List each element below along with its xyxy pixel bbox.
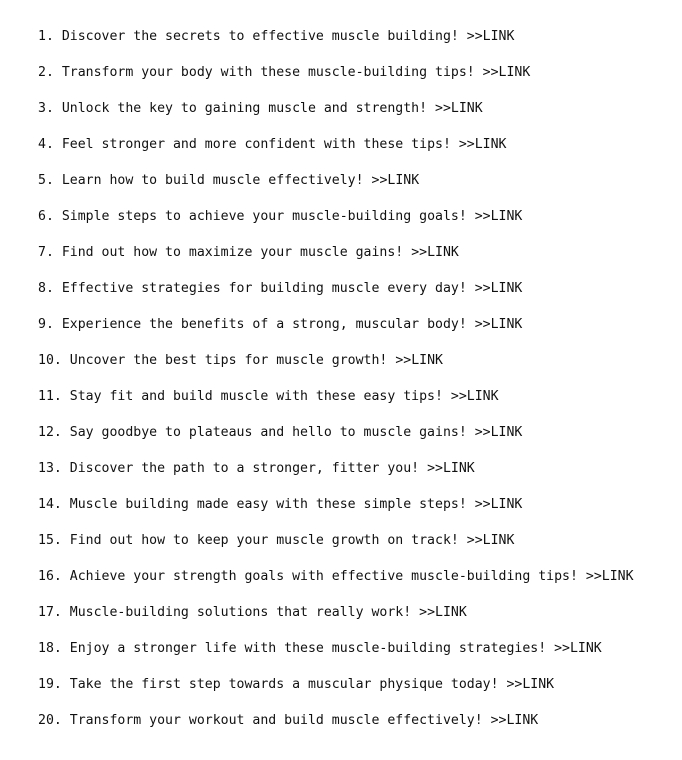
item-number: 17. <box>38 605 62 620</box>
list-item <box>38 244 634 280</box>
item-link[interactable]: >>LINK <box>411 245 459 260</box>
item-link[interactable]: >>LINK <box>419 605 467 620</box>
item-number: 2. <box>38 65 54 80</box>
item-text: Enjoy a stronger life with these muscle-building strategies! <box>69 641 547 656</box>
list-item <box>38 712 634 748</box>
list-item <box>38 676 634 712</box>
item-link[interactable]: >>LINK <box>474 281 523 296</box>
item-text: Transform your body with these muscle-building tips! <box>61 65 475 80</box>
item-text: Muscle building made easy with these simple steps! <box>69 497 467 512</box>
item-link[interactable]: >>LINK <box>435 101 483 116</box>
item-text: Experience the benefits of a strong, muscular body! <box>61 317 467 332</box>
list-item <box>38 280 634 316</box>
item-link[interactable]: >>LINK <box>506 677 555 692</box>
item-text: Learn how to build muscle effectively! <box>61 173 364 188</box>
item-link[interactable]: >>LINK <box>427 461 475 476</box>
list-item <box>38 352 634 388</box>
item-number: 11. <box>38 389 62 404</box>
item-text: Unlock the key to gaining muscle and strength! <box>61 101 428 116</box>
item-text: Achieve your strength goals with effective muscle-building tips! <box>69 569 578 584</box>
list-item <box>38 28 634 64</box>
item-number: 3. <box>38 101 54 116</box>
list-item <box>38 136 634 172</box>
item-number: 12. <box>38 425 62 440</box>
item-text: Feel stronger and more confident with these tips! <box>61 137 451 152</box>
item-link[interactable]: >>LINK <box>458 137 507 152</box>
item-link[interactable]: >>LINK <box>490 713 539 728</box>
item-number: 15. <box>38 533 62 548</box>
item-number: 5. <box>38 173 54 188</box>
item-number: 13. <box>38 461 62 476</box>
list-item <box>38 568 634 604</box>
item-text: Effective strategies for building muscle every day! <box>61 281 467 296</box>
list-item <box>38 100 634 136</box>
item-text: Take the first step towards a muscular physique today! <box>69 677 499 692</box>
item-number: 18. <box>38 641 62 656</box>
item-link[interactable]: >>LINK <box>474 209 523 224</box>
item-text: Transform your workout and build muscle effectively! <box>69 713 483 728</box>
list-item <box>38 604 634 640</box>
item-link[interactable]: >>LINK <box>474 317 523 332</box>
list-item <box>38 316 634 352</box>
item-number: 14. <box>38 497 62 512</box>
item-number: 7. <box>38 245 54 260</box>
item-text: Say goodbye to plateaus and hello to muscle gains! <box>69 425 467 440</box>
item-number: 20. <box>38 713 62 728</box>
item-text: Simple steps to achieve your muscle-building goals! <box>61 209 467 224</box>
item-number: 8. <box>38 281 54 296</box>
list-item <box>38 172 634 208</box>
headline-list <box>38 28 634 748</box>
item-text: Find out how to maximize your muscle gains! <box>61 245 404 260</box>
list-item <box>38 388 634 424</box>
item-link[interactable]: >>LINK <box>466 533 515 548</box>
item-text: Find out how to keep your muscle growth on track! <box>69 533 459 548</box>
item-link[interactable]: >>LINK <box>450 389 499 404</box>
item-number: 16. <box>38 569 62 584</box>
item-link[interactable]: >>LINK <box>474 425 523 440</box>
item-number: 19. <box>38 677 62 692</box>
item-text: Muscle-building solutions that really work! <box>69 605 412 620</box>
item-text: Stay fit and build muscle with these easy tips! <box>69 389 443 404</box>
item-link[interactable]: >>LINK <box>585 569 634 584</box>
item-text: Discover the secrets to effective muscle building! <box>61 29 459 44</box>
item-link[interactable]: >>LINK <box>466 29 515 44</box>
item-link[interactable]: >>LINK <box>554 641 602 656</box>
list-item <box>38 496 634 532</box>
item-link[interactable]: >>LINK <box>482 65 531 80</box>
item-number: 6. <box>38 209 54 224</box>
item-link[interactable]: >>LINK <box>474 497 523 512</box>
item-number: 1. <box>38 29 54 44</box>
list-item <box>38 640 634 676</box>
list-item <box>38 208 634 244</box>
item-number: 4. <box>38 137 54 152</box>
list-item <box>38 64 634 100</box>
list-item <box>38 424 634 460</box>
item-text: Uncover the best tips for muscle growth! <box>69 353 388 368</box>
item-text: Discover the path to a stronger, fitter you! <box>69 461 420 476</box>
item-number: 10. <box>38 353 62 368</box>
item-link[interactable]: >>LINK <box>371 173 420 188</box>
list-item <box>38 460 634 496</box>
item-number: 9. <box>38 317 54 332</box>
list-item <box>38 532 634 568</box>
item-link[interactable]: >>LINK <box>395 353 443 368</box>
